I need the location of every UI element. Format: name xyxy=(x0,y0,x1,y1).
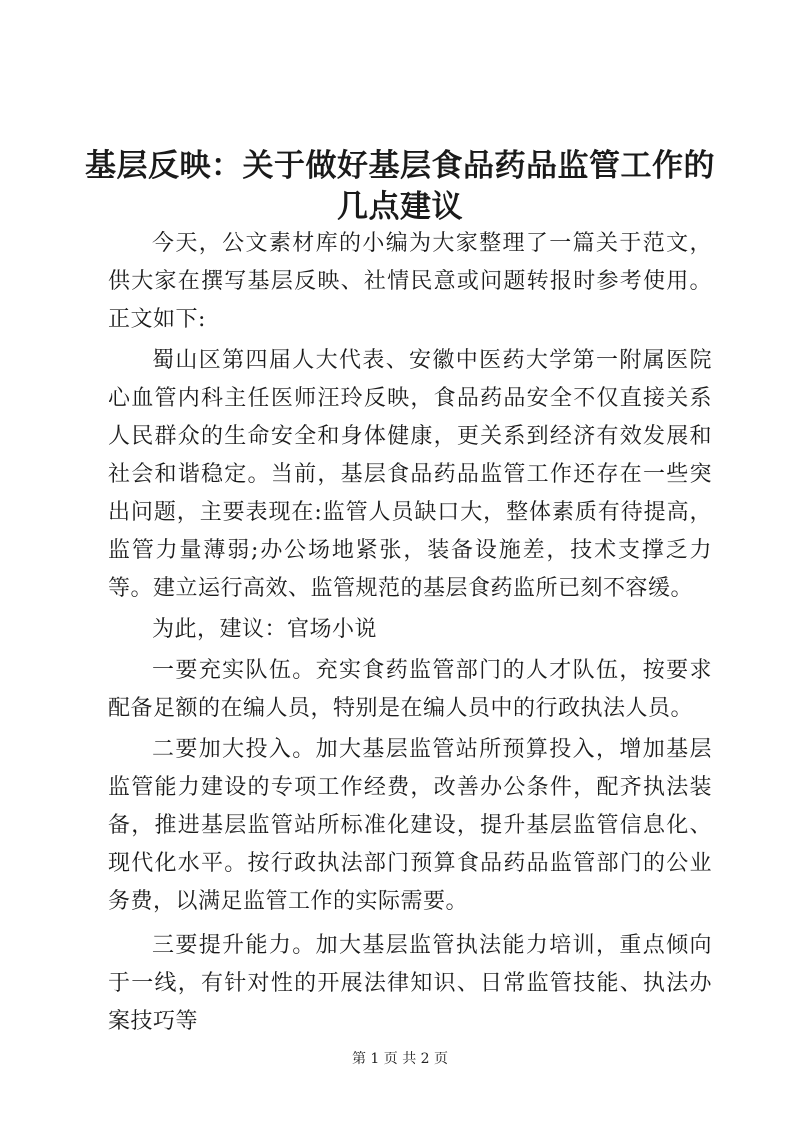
document-title-line2: 几点建议 xyxy=(337,189,463,225)
document-title-line1: 基层反映：关于做好基层食品药品监管工作的 xyxy=(85,148,715,184)
paragraph-suggestion-heading: 为此，建议：官场小说 xyxy=(152,617,378,642)
paragraph-suggestion-3: 三要提升能力。加大基层监管执法能力培训，重点倾向于一线，有针对性的开展法律知识、日常监管技能、执法办案技巧等 xyxy=(108,933,712,1034)
page-footer: 第 1 页 共 2 页 xyxy=(351,1051,449,1067)
document-body xyxy=(108,225,712,1041)
paragraph-report: 蜀山区第四届人大代表、安徽中医药大学第一附属医院心血管内科主任医师汪玲反映，食品药品安全不仅直接关系人民群众的生命安全和身体健康，更关系到经济有效发展和社会和谐稳定。当前，基层食品药品监管工作还存在一些突出问题，主要表现在:监管人员缺口大，整体素质有待提高，监管力量薄弱;办公场地紧张，装备设施差，技术支撑乏力等。建立运行高效、监管规范的基层食药监所已刻不容缓。 xyxy=(108,348,712,601)
paragraph-suggestion-1: 一要充实队伍。充实食药监管部门的人才队伍，按要求配备足额的在编人员，特别是在编人员中的行政执法人员。 xyxy=(108,658,712,721)
paragraph-intro: 今天，公文素材库的小编为大家整理了一篇关于范文，供大家在撰写基层反映、社情民意或问题转报时参考使用。正文如下: xyxy=(108,231,712,332)
paragraph-suggestion-2: 二要加大投入。加大基层监管站所预算投入，增加基层监管能力建设的专项工作经费，改善办公条件，配齐执法装备，推进基层监管站所标准化建设，提升基层监管信息化、现代化水平。按行政执法部门预算食品药品监管部门的公业务费，以满足监管工作的实际需要。 xyxy=(108,737,712,914)
